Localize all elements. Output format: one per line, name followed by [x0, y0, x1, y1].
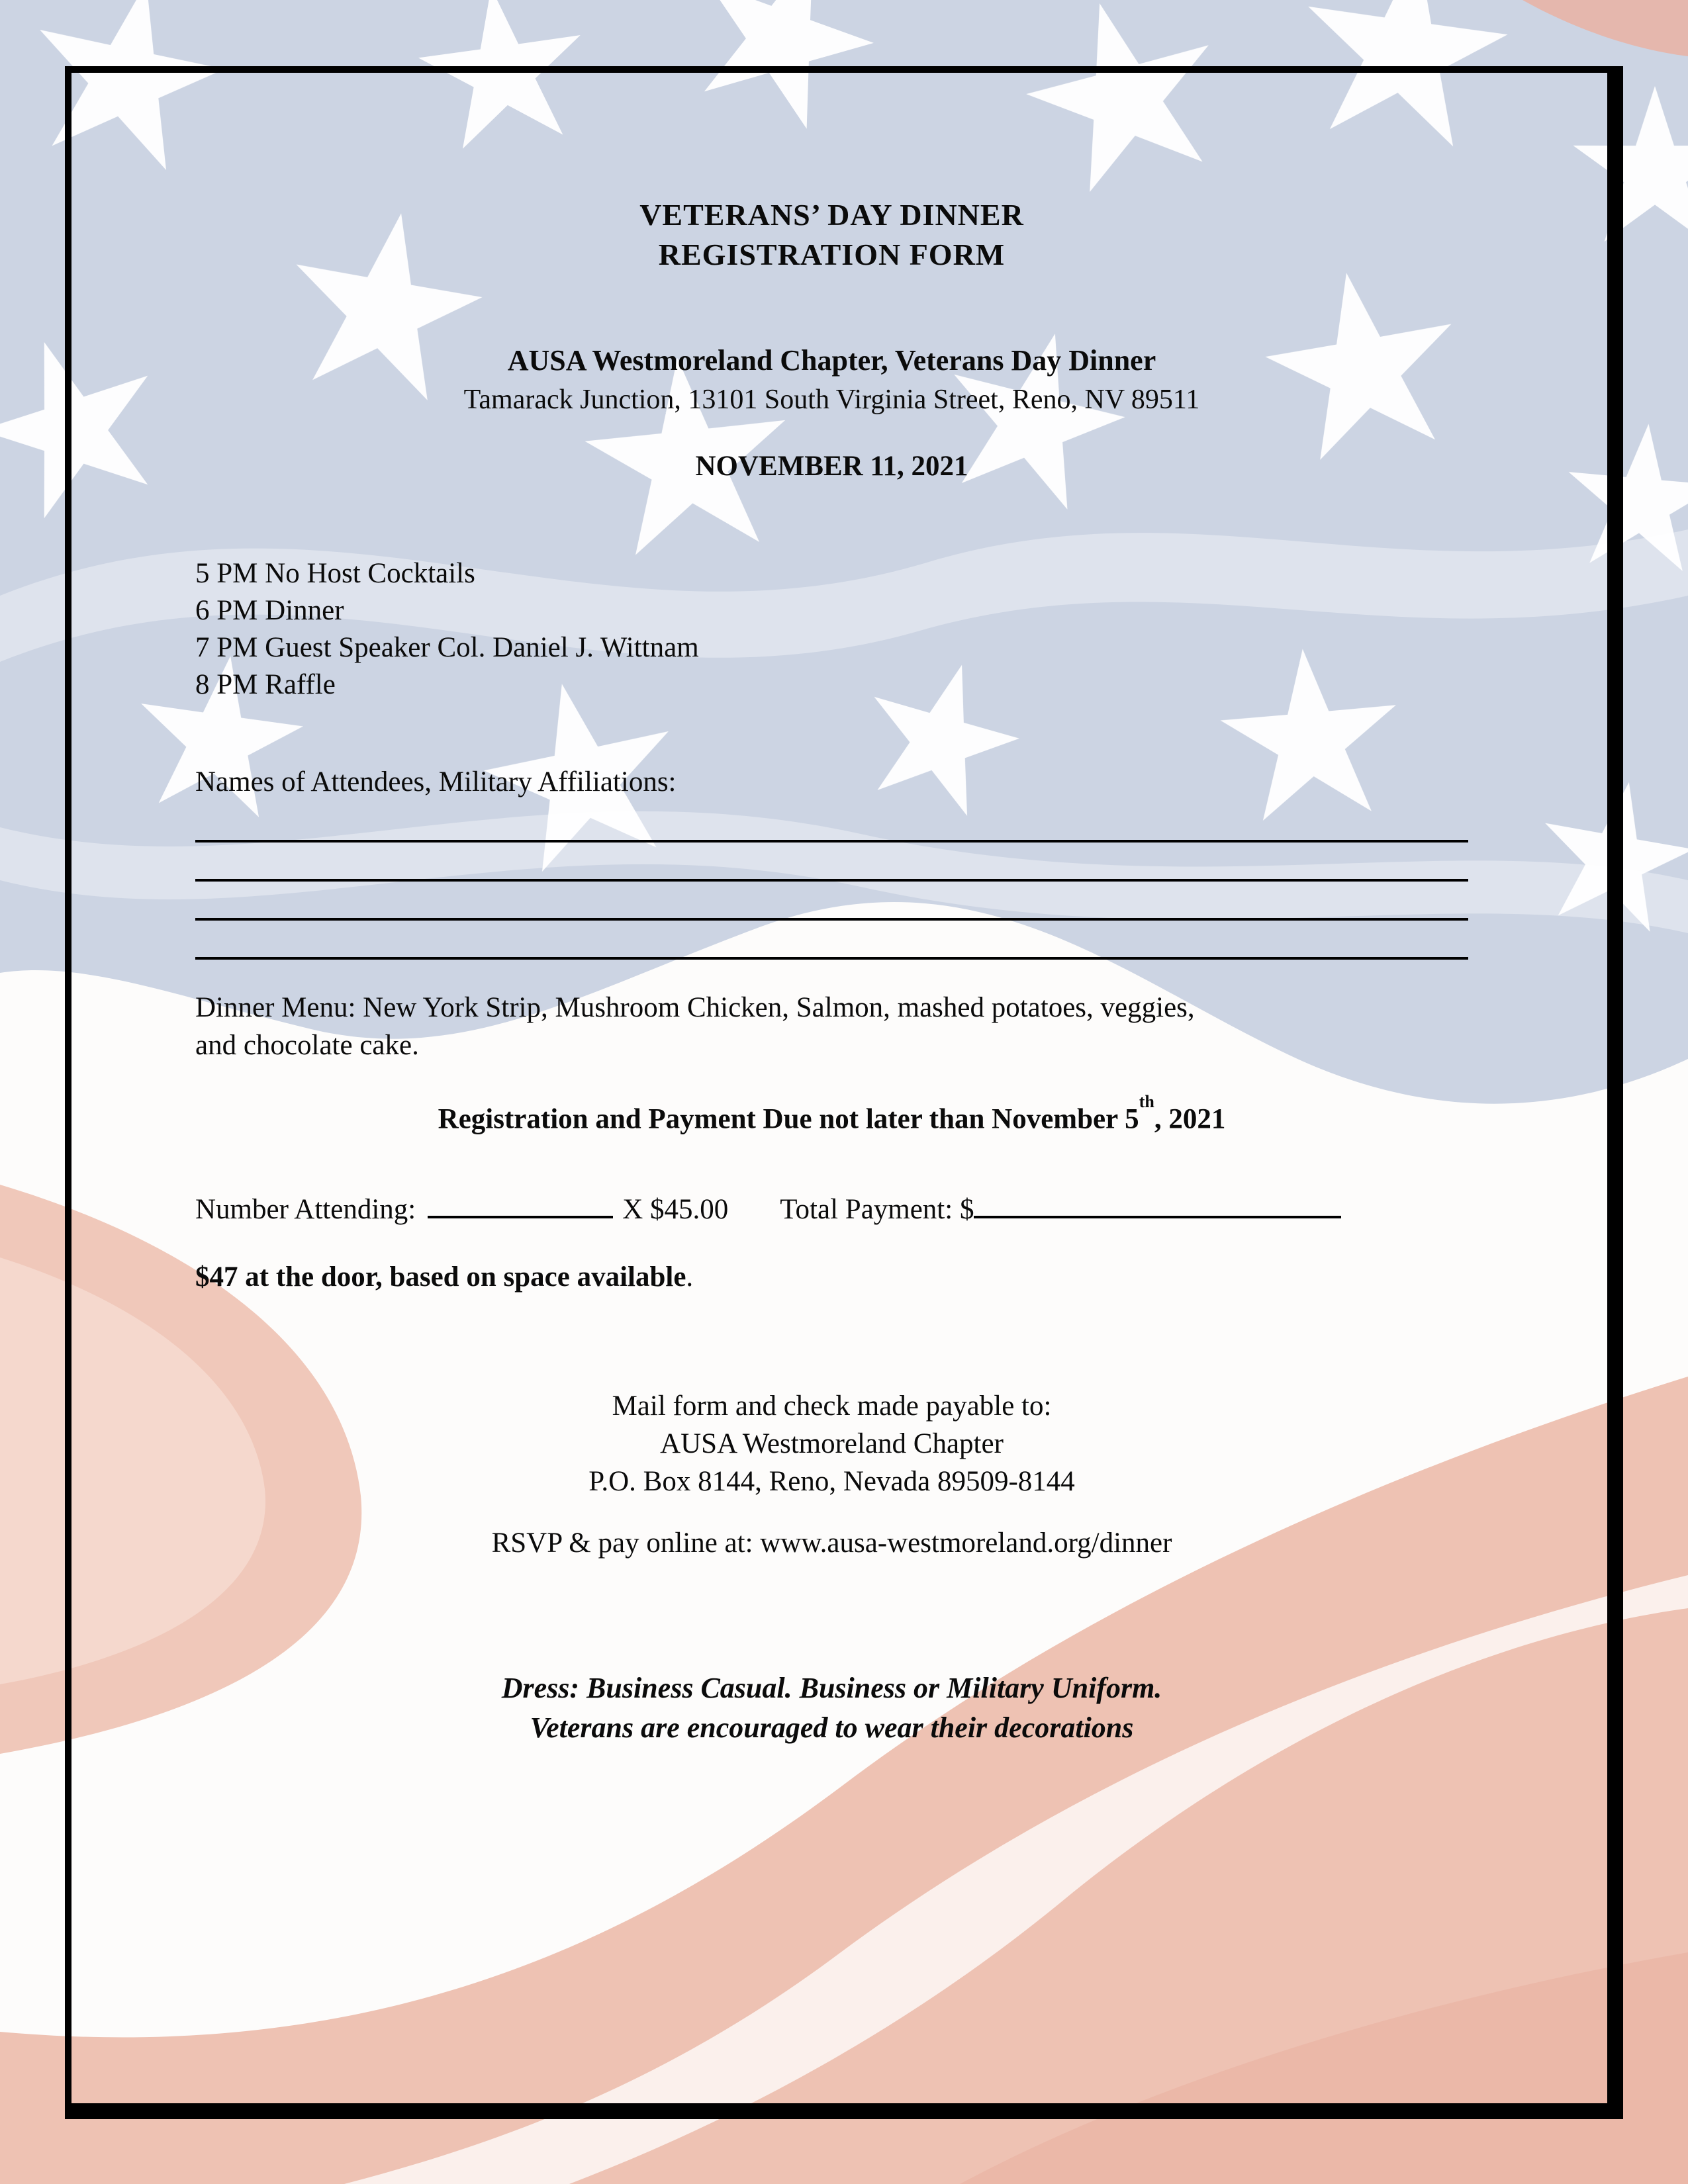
total-payment-label: Total Payment: $ — [780, 1194, 974, 1226]
attendee-line — [195, 803, 1468, 842]
payment-row — [195, 1191, 1468, 1228]
mailing-instructions — [195, 1387, 1468, 1500]
schedule-item: 8 PM Raffle — [195, 669, 336, 700]
dress-code-line1: Dress: Business Casual. Business or Military Uniform. — [501, 1672, 1162, 1705]
dinner-menu — [195, 989, 1468, 1064]
mailing-line1: Mail form and check made payable to: — [612, 1390, 1052, 1422]
schedule-list — [195, 555, 1468, 704]
total-payment-blank — [974, 1192, 1341, 1218]
mailing-line2: AUSA Westmoreland Chapter — [660, 1428, 1004, 1460]
schedule-item: 6 PM Dinner — [195, 595, 344, 626]
deadline-ordinal: th — [1139, 1092, 1154, 1111]
dinner-menu-line2: and chocolate cake. — [195, 1030, 419, 1061]
page-title-line1: VETERANS’ DAY DINNER — [639, 198, 1024, 232]
number-attending-label: Number Attending: — [195, 1194, 416, 1226]
door-price-note — [195, 1258, 1468, 1296]
event-date: NOVEMBER 11, 2021 — [695, 451, 968, 482]
deadline-year: , 2021 — [1154, 1103, 1226, 1135]
dress-code-line2: Veterans are encouraged to wear their decorations — [530, 1711, 1134, 1745]
deadline-text: Registration and Payment Due not later than November 5 — [438, 1103, 1139, 1135]
number-attending-blank — [428, 1192, 613, 1218]
page-border — [65, 66, 1623, 2119]
unit-price: X $45.00 — [622, 1194, 729, 1226]
page-title — [195, 195, 1468, 275]
event-info — [195, 341, 1468, 419]
schedule-item: 7 PM Guest Speaker Col. Daniel J. Wittnam — [195, 632, 699, 663]
mailing-line3: P.O. Box 8144, Reno, Nevada 89509-8144 — [588, 1466, 1075, 1498]
event-venue: Tamarack Junction, 13101 South Virginia Street, Reno, NV 89511 — [463, 385, 1200, 415]
door-price-period: . — [686, 1261, 694, 1293]
attendee-write-in-lines — [195, 803, 1468, 960]
attendee-line — [195, 921, 1468, 960]
dinner-menu-line1: Dinner Menu: New York Strip, Mushroom Chicken, Salmon, mashed potatoes, veggies, — [195, 992, 1195, 1023]
event-host: AUSA Westmoreland Chapter, Veterans Day Dinner — [507, 344, 1156, 377]
attendee-line — [195, 842, 1468, 882]
attendee-line — [195, 882, 1468, 921]
registration-deadline — [195, 1093, 1468, 1138]
page-title-line2: REGISTRATION FORM — [658, 238, 1006, 271]
dress-code — [195, 1668, 1468, 1748]
attendees-label: Names of Attendees, Military Affiliations: — [195, 766, 677, 797]
door-price-text: $47 at the door, based on space available — [195, 1261, 686, 1293]
rsvp-line: RSVP & pay online at: www.ausa-westmoreland.org/dinner — [491, 1527, 1172, 1559]
schedule-item: 5 PM No Host Cocktails — [195, 558, 475, 589]
